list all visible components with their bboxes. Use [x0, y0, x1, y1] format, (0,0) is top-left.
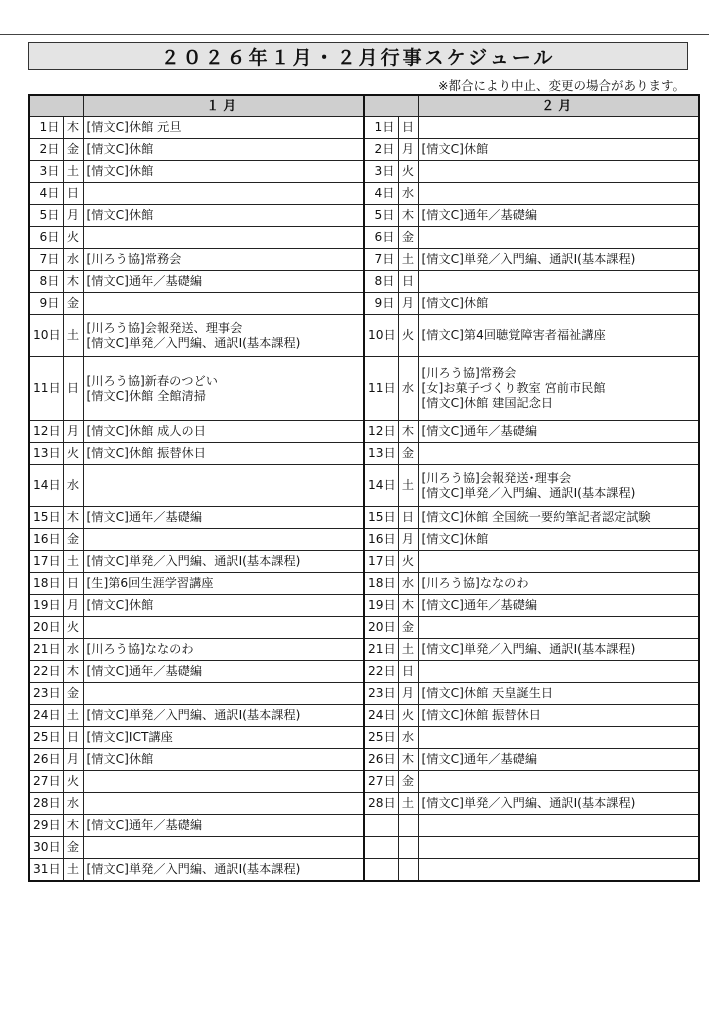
feb-weekday-cell: 日: [398, 507, 418, 529]
jan-event-cell: [83, 117, 364, 139]
event-line: [情文C]通年／基礎編: [86, 664, 203, 678]
jan-event-cell: [83, 529, 364, 551]
jan-date-cell: 22日: [29, 661, 63, 683]
jan-weekday-cell: 金: [63, 837, 83, 859]
jan-date-cell: 29日: [29, 815, 63, 837]
jan-weekday-cell: 月: [63, 421, 83, 443]
jan-event-cell: [83, 315, 364, 357]
event-line: [情文C]休館: [86, 208, 154, 222]
jan-weekday-cell: 水: [63, 465, 83, 507]
feb-weekday-cell: 月: [398, 529, 418, 551]
feb-weekday-cell: 月: [398, 293, 418, 315]
event-line: [情文C]休館 振替休日: [86, 446, 206, 460]
feb-weekday-cell: 土: [398, 793, 418, 815]
event-line: [川ろう協]新春のつどい: [86, 373, 218, 388]
table-row: [29, 117, 699, 139]
jan-date-cell: 2日: [29, 139, 63, 161]
jan-weekday-cell: 金: [63, 529, 83, 551]
event-line: [情文C]休館: [86, 164, 154, 178]
table-row: [29, 227, 699, 249]
jan-date-cell: 27日: [29, 771, 63, 793]
event-line: [情文C]休館 成人の日: [86, 424, 206, 438]
feb-weekday-cell: 金: [398, 443, 418, 465]
event-line: [情文C]休館 元旦: [86, 120, 182, 134]
jan-date-cell: 9日: [29, 293, 63, 315]
feb-date-cell: 1日: [364, 117, 398, 139]
event-line: [情文C]休館: [86, 752, 154, 766]
event-line: [川ろう協]常務会: [86, 252, 182, 266]
feb-date-cell: 21日: [364, 639, 398, 661]
feb-date-cell: 25日: [364, 727, 398, 749]
jan-event-cell: [83, 421, 364, 443]
event-line: [川ろう協]会報発送･理事会: [421, 470, 572, 485]
jan-date-cell: 8日: [29, 271, 63, 293]
table-row: [29, 771, 699, 793]
jan-date-cell: 18日: [29, 573, 63, 595]
feb-weekday-cell: 火: [398, 551, 418, 573]
jan-event-cell: [83, 551, 364, 573]
feb-event-cell: [418, 139, 699, 161]
event-line: [生]第6回生涯学習講座: [86, 576, 214, 590]
feb-event-cell: [418, 639, 699, 661]
feb-date-cell: 19日: [364, 595, 398, 617]
jan-date-cell: 21日: [29, 639, 63, 661]
feb-event-cell: [418, 315, 699, 357]
feb-date-cell: 15日: [364, 507, 398, 529]
jan-weekday-cell: 火: [63, 771, 83, 793]
table-row: [29, 315, 699, 357]
table-row: [29, 205, 699, 227]
feb-weekday-cell: 水: [398, 357, 418, 421]
table-row: [29, 859, 699, 882]
jan-weekday-cell: 金: [63, 293, 83, 315]
jan-event-cell: [83, 271, 364, 293]
jan-event-cell: [83, 443, 364, 465]
feb-event-cell: [418, 573, 699, 595]
event-line: [情文C]単発／入門編、通訳Ⅰ(基本課程): [421, 642, 636, 656]
table-row: [29, 271, 699, 293]
jan-event-cell: [83, 293, 364, 315]
jan-event-cell: [83, 793, 364, 815]
feb-weekday-cell: 水: [398, 727, 418, 749]
jan-date-cell: 24日: [29, 705, 63, 727]
jan-weekday-cell: 土: [63, 859, 83, 882]
feb-event-cell: [418, 837, 699, 859]
jan-weekday-cell: 金: [63, 683, 83, 705]
feb-event-cell: [418, 271, 699, 293]
table-row: [29, 551, 699, 573]
event-line: [情文C]休館 建国記念日: [421, 396, 554, 410]
event-line: [情文C]第4回聴覚障害者福祉講座: [421, 328, 606, 342]
feb-date-cell: 12日: [364, 421, 398, 443]
feb-weekday-cell: 月: [398, 683, 418, 705]
jan-weekday-cell: 土: [63, 551, 83, 573]
event-line: [情文C]単発／入門編、通訳Ⅰ(基本課程): [421, 796, 636, 810]
jan-event-cell: [83, 161, 364, 183]
feb-weekday-cell: [398, 815, 418, 837]
table-row: [29, 507, 699, 529]
feb-weekday-cell: 日: [398, 271, 418, 293]
jan-date-cell: 13日: [29, 443, 63, 465]
feb-event-cell: [418, 161, 699, 183]
table-row: [29, 573, 699, 595]
jan-weekday-cell: 木: [63, 271, 83, 293]
event-line: [川ろう協]常務会: [421, 366, 517, 380]
feb-date-cell: [364, 815, 398, 837]
jan-weekday-cell: 火: [63, 443, 83, 465]
event-line: [情文C]通年／基礎編: [421, 424, 538, 438]
event-line: [女]お菓子づくり教室 宮前市民館: [421, 381, 606, 395]
jan-weekday-cell: 土: [63, 315, 83, 357]
feb-weekday-cell: 土: [398, 465, 418, 507]
feb-event-cell: [418, 661, 699, 683]
jan-weekday-cell: 日: [63, 727, 83, 749]
jan-event-cell: [83, 465, 364, 507]
feb-date-cell: [364, 837, 398, 859]
jan-date-cell: 5日: [29, 205, 63, 227]
feb-event-cell: [418, 793, 699, 815]
jan-event-cell: [83, 837, 364, 859]
event-line: [情文C]単発／入門編、通訳Ⅰ(基本課程): [421, 252, 636, 266]
feb-weekday-cell: [398, 837, 418, 859]
jan-weekday-cell: 金: [63, 139, 83, 161]
jan-event-cell: [83, 859, 364, 882]
table-row: [29, 465, 699, 507]
jan-event-cell: [83, 183, 364, 205]
jan-event-cell: [83, 139, 364, 161]
feb-weekday-cell: 火: [398, 161, 418, 183]
feb-event-cell: [418, 529, 699, 551]
event-line: [情文C]単発／入門編、通訳Ⅰ(基本課程): [86, 862, 301, 876]
jan-weekday-cell: 木: [63, 507, 83, 529]
jan-weekday-cell: 日: [63, 183, 83, 205]
jan-date-cell: 19日: [29, 595, 63, 617]
event-line: [情文C]休館 振替休日: [421, 708, 541, 722]
month-header-february: ２月: [418, 95, 699, 117]
jan-date-cell: 7日: [29, 249, 63, 271]
jan-date-cell: 6日: [29, 227, 63, 249]
event-line: [情文C]単発／入門編、通訳Ⅰ(基本課程): [86, 554, 301, 568]
feb-event-cell: [418, 443, 699, 465]
event-line: [情文C]単発／入門編、通訳Ⅰ(基本課程): [86, 335, 301, 350]
jan-weekday-cell: 木: [63, 117, 83, 139]
jan-weekday-cell: 水: [63, 793, 83, 815]
feb-event-cell: [418, 183, 699, 205]
event-line: [情文C]休館: [421, 142, 489, 156]
feb-event-cell: [418, 227, 699, 249]
feb-event-cell: [418, 551, 699, 573]
schedule-body: [29, 117, 699, 882]
jan-weekday-cell: 火: [63, 227, 83, 249]
feb-date-cell: 14日: [364, 465, 398, 507]
feb-event-cell: [418, 507, 699, 529]
feb-weekday-cell: 水: [398, 183, 418, 205]
event-line: [情文C]休館 全館清掃: [86, 388, 206, 403]
feb-date-cell: 17日: [364, 551, 398, 573]
feb-date-cell: 20日: [364, 617, 398, 639]
feb-weekday-cell: 木: [398, 595, 418, 617]
event-line: [情文C]休館: [421, 532, 489, 546]
feb-weekday-cell: 日: [398, 661, 418, 683]
jan-date-cell: 14日: [29, 465, 63, 507]
jan-date-cell: 26日: [29, 749, 63, 771]
feb-date-cell: 6日: [364, 227, 398, 249]
event-line: [情文C]休館: [86, 142, 154, 156]
event-line: [情文C]通年／基礎編: [421, 598, 538, 612]
jan-date-cell: 4日: [29, 183, 63, 205]
jan-date-cell: 1日: [29, 117, 63, 139]
month-header-row: [29, 95, 699, 117]
feb-date-cell: 18日: [364, 573, 398, 595]
jan-event-cell: [83, 617, 364, 639]
feb-event-cell: [418, 117, 699, 139]
table-row: [29, 249, 699, 271]
feb-weekday-cell: 土: [398, 639, 418, 661]
table-row: [29, 639, 699, 661]
feb-event-cell: [418, 815, 699, 837]
feb-date-cell: 23日: [364, 683, 398, 705]
jan-event-cell: [83, 357, 364, 421]
feb-event-cell: [418, 771, 699, 793]
header-spacer-jan: [29, 95, 83, 117]
feb-date-cell: 2日: [364, 139, 398, 161]
feb-date-cell: 24日: [364, 705, 398, 727]
event-line: [情文C]単発／入門編、通訳Ⅰ(基本課程): [421, 485, 636, 500]
feb-weekday-cell: 木: [398, 205, 418, 227]
feb-event-cell: [418, 617, 699, 639]
jan-event-cell: [83, 727, 364, 749]
event-line: [情文C]通年／基礎編: [86, 510, 203, 524]
jan-event-cell: [83, 771, 364, 793]
table-row: [29, 161, 699, 183]
jan-event-cell: [83, 661, 364, 683]
table-row: [29, 443, 699, 465]
feb-event-cell: [418, 683, 699, 705]
jan-date-cell: 28日: [29, 793, 63, 815]
feb-date-cell: 8日: [364, 271, 398, 293]
table-row: [29, 661, 699, 683]
jan-weekday-cell: 水: [63, 249, 83, 271]
feb-date-cell: 27日: [364, 771, 398, 793]
jan-weekday-cell: 木: [63, 815, 83, 837]
event-line: [情文C]休館 全国統一要約筆記者認定試験: [421, 510, 651, 524]
feb-date-cell: 28日: [364, 793, 398, 815]
jan-event-cell: [83, 573, 364, 595]
jan-weekday-cell: 日: [63, 573, 83, 595]
feb-weekday-cell: 火: [398, 705, 418, 727]
jan-weekday-cell: 日: [63, 357, 83, 421]
jan-weekday-cell: 月: [63, 205, 83, 227]
jan-event-cell: [83, 705, 364, 727]
jan-date-cell: 12日: [29, 421, 63, 443]
feb-event-cell: [418, 859, 699, 882]
jan-weekday-cell: 月: [63, 595, 83, 617]
feb-weekday-cell: 金: [398, 227, 418, 249]
feb-date-cell: 11日: [364, 357, 398, 421]
feb-weekday-cell: [398, 859, 418, 882]
feb-weekday-cell: 月: [398, 139, 418, 161]
feb-event-cell: [418, 293, 699, 315]
event-line: [情文C]通年／基礎編: [421, 752, 538, 766]
jan-event-cell: [83, 815, 364, 837]
jan-date-cell: 3日: [29, 161, 63, 183]
feb-event-cell: [418, 749, 699, 771]
table-row: [29, 617, 699, 639]
feb-date-cell: 22日: [364, 661, 398, 683]
feb-weekday-cell: 木: [398, 749, 418, 771]
table-row: [29, 529, 699, 551]
top-rule: [0, 34, 709, 35]
table-row: [29, 705, 699, 727]
feb-date-cell: 7日: [364, 249, 398, 271]
event-line: [情文C]休館 天皇誕生日: [421, 686, 554, 700]
event-line: [情文C]休館: [86, 598, 154, 612]
feb-date-cell: 5日: [364, 205, 398, 227]
feb-weekday-cell: 土: [398, 249, 418, 271]
jan-weekday-cell: 木: [63, 661, 83, 683]
event-line: [情文C]通年／基礎編: [86, 274, 203, 288]
jan-date-cell: 10日: [29, 315, 63, 357]
event-line: [川ろう協]会報発送、理事会: [86, 320, 243, 335]
jan-weekday-cell: 月: [63, 749, 83, 771]
feb-date-cell: 26日: [364, 749, 398, 771]
feb-event-cell: [418, 421, 699, 443]
event-line: [情文C]通年／基礎編: [86, 818, 203, 832]
event-line: [川ろう協]ななのわ: [421, 576, 529, 590]
table-row: [29, 837, 699, 859]
feb-weekday-cell: 水: [398, 573, 418, 595]
jan-date-cell: 15日: [29, 507, 63, 529]
jan-date-cell: 31日: [29, 859, 63, 882]
header-spacer-feb: [364, 95, 418, 117]
table-row: [29, 595, 699, 617]
feb-date-cell: 9日: [364, 293, 398, 315]
table-row: [29, 793, 699, 815]
jan-event-cell: [83, 507, 364, 529]
page-title: ２０２６年１月・２月行事スケジュール: [28, 42, 688, 70]
event-line: [情文C]ICT講座: [86, 730, 173, 744]
jan-date-cell: 20日: [29, 617, 63, 639]
jan-event-cell: [83, 227, 364, 249]
feb-event-cell: [418, 205, 699, 227]
jan-weekday-cell: 土: [63, 161, 83, 183]
jan-date-cell: 16日: [29, 529, 63, 551]
feb-weekday-cell: 金: [398, 771, 418, 793]
table-row: [29, 421, 699, 443]
jan-weekday-cell: 土: [63, 705, 83, 727]
feb-event-cell: [418, 249, 699, 271]
jan-date-cell: 23日: [29, 683, 63, 705]
table-row: [29, 293, 699, 315]
feb-date-cell: 10日: [364, 315, 398, 357]
feb-event-cell: [418, 357, 699, 421]
table-row: [29, 183, 699, 205]
jan-date-cell: 11日: [29, 357, 63, 421]
feb-event-cell: [418, 705, 699, 727]
event-line: [情文C]通年／基礎編: [421, 208, 538, 222]
feb-event-cell: [418, 727, 699, 749]
jan-event-cell: [83, 683, 364, 705]
feb-date-cell: 16日: [364, 529, 398, 551]
event-line: [情文C]休館: [421, 296, 489, 310]
jan-event-cell: [83, 749, 364, 771]
jan-event-cell: [83, 205, 364, 227]
feb-event-cell: [418, 465, 699, 507]
schedule-table: [28, 94, 700, 882]
event-line: [川ろう協]ななのわ: [86, 642, 194, 656]
jan-date-cell: 25日: [29, 727, 63, 749]
change-notice: ※都合により中止、変更の場合があります。: [438, 78, 685, 93]
feb-weekday-cell: 火: [398, 315, 418, 357]
table-row: [29, 727, 699, 749]
feb-weekday-cell: 木: [398, 421, 418, 443]
event-line: [情文C]単発／入門編、通訳Ⅰ(基本課程): [86, 708, 301, 722]
month-header-january: １月: [83, 95, 364, 117]
feb-date-cell: 4日: [364, 183, 398, 205]
table-row: [29, 139, 699, 161]
feb-date-cell: 3日: [364, 161, 398, 183]
jan-event-cell: [83, 249, 364, 271]
feb-weekday-cell: 金: [398, 617, 418, 639]
jan-weekday-cell: 水: [63, 639, 83, 661]
table-row: [29, 749, 699, 771]
feb-weekday-cell: 日: [398, 117, 418, 139]
feb-date-cell: [364, 859, 398, 882]
jan-date-cell: 17日: [29, 551, 63, 573]
jan-event-cell: [83, 639, 364, 661]
jan-date-cell: 30日: [29, 837, 63, 859]
table-row: [29, 357, 699, 421]
table-row: [29, 815, 699, 837]
jan-weekday-cell: 火: [63, 617, 83, 639]
feb-date-cell: 13日: [364, 443, 398, 465]
jan-event-cell: [83, 595, 364, 617]
table-row: [29, 683, 699, 705]
feb-event-cell: [418, 595, 699, 617]
